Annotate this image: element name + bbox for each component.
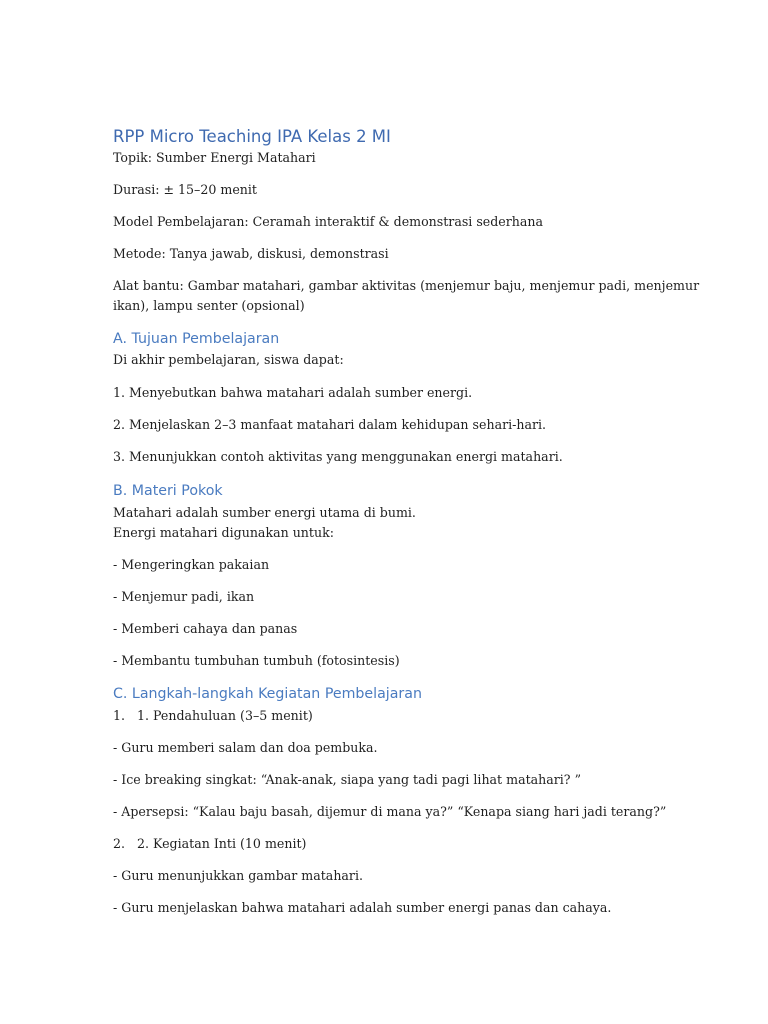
model-line: Model Pembelajaran: Ceramah interaktif & demonstrasi sederhana bbox=[113, 214, 544, 229]
section-b-item-4: - Membantu tumbuhan tumbuh (fotosintesis) bbox=[113, 653, 400, 668]
section-b-heading: B. Materi Pokok bbox=[113, 483, 223, 499]
section-a-item-3: 3. Menunjukkan contoh aktivitas yang menggunakan energi matahari. bbox=[113, 449, 563, 464]
alat-line-2: ikan), lampu senter (opsional) bbox=[113, 298, 305, 313]
document-title: RPP Micro Teaching IPA Kelas 2 MI bbox=[113, 127, 391, 146]
step-1-title bbox=[113, 708, 313, 724]
section-a-intro: Di akhir pembelajaran, siswa dapat: bbox=[113, 352, 344, 367]
alat-line-1: Alat bantu: Gambar matahari, gambar aktivitas (menjemur baju, menjemur padi, menjemur bbox=[113, 278, 700, 293]
step-2-title bbox=[113, 836, 306, 852]
step-1-item-3: - Apersepsi: “Kalau baju basah, dijemur di mana ya?” “Kenapa siang hari jadi terang?” bbox=[113, 804, 667, 819]
section-b-intro-1: Matahari adalah sumber energi utama di bumi. bbox=[113, 505, 416, 520]
section-b-item-1: - Mengeringkan pakaian bbox=[113, 557, 270, 572]
step-1-item-1: - Guru memberi salam dan doa pembuka. bbox=[113, 740, 378, 755]
step-2-item-2: - Guru menjelaskan bahwa matahari adalah sumber energi panas dan cahaya. bbox=[113, 900, 612, 915]
metode-line: Metode: Tanya jawab, diskusi, demonstrasi bbox=[113, 246, 389, 261]
step-2-label: 2. Kegiatan Inti (10 menit) bbox=[137, 836, 307, 851]
section-a-heading: A. Tujuan Pembelajaran bbox=[113, 331, 280, 347]
section-c-heading: C. Langkah-langkah Kegiatan Pembelajaran bbox=[113, 686, 422, 702]
section-b-item-3: - Memberi cahaya dan panas bbox=[113, 621, 298, 636]
section-a-item-1: 1. Menyebutkan bahwa matahari adalah sumber energi. bbox=[113, 385, 473, 400]
step-1-label: 1. Pendahuluan (3–5 menit) bbox=[137, 708, 313, 723]
section-b-intro-2: Energi matahari digunakan untuk: bbox=[113, 525, 334, 540]
durasi-line: Durasi: ± 15–20 menit bbox=[113, 182, 257, 197]
step-1-item-2: - Ice breaking singkat: “Anak-anak, siapa yang tadi pagi lihat matahari? ” bbox=[113, 772, 582, 787]
step-1-number: 1. bbox=[113, 708, 126, 723]
section-a-item-2: 2. Menjelaskan 2–3 manfaat matahari dalam kehidupan sehari-hari. bbox=[113, 417, 547, 432]
step-2-number: 2. bbox=[113, 836, 126, 851]
step-2-item-1: - Guru menunjukkan gambar matahari. bbox=[113, 868, 363, 883]
section-b-item-2: - Menjemur padi, ikan bbox=[113, 589, 255, 604]
topik-line: Topik: Sumber Energi Matahari bbox=[113, 150, 316, 165]
